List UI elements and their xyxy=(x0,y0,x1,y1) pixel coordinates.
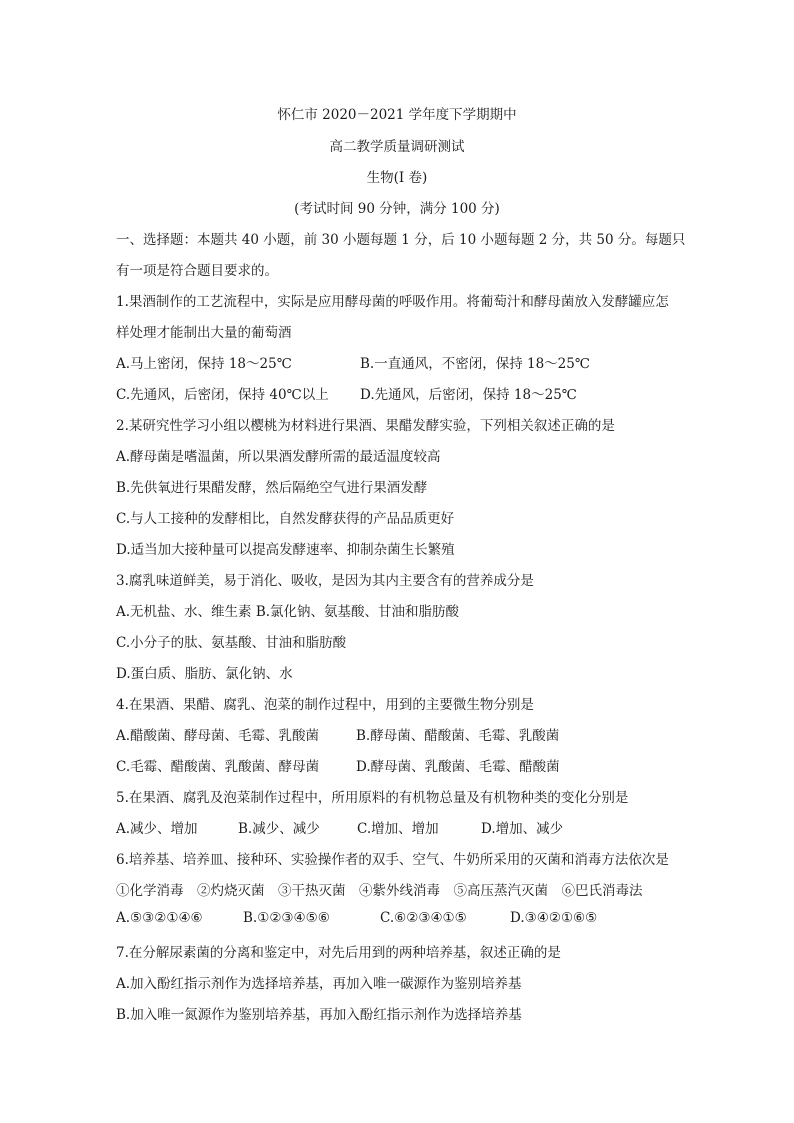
option-a: A.⑤③②①④⑥ xyxy=(116,910,203,926)
option-c: C.毛霉、醋酸菌、乳酸菌、酵母菌 xyxy=(116,759,320,775)
option-a: A.醋酸菌、酵母菌、毛霉、乳酸菌 xyxy=(116,728,320,744)
option-b: B.①②③④⑤⑥ xyxy=(243,910,330,926)
question-stem: 1.果酒制作的工艺流程中，实际是应用酵母菌的呼吸作用。将葡萄汁和酵母菌放入发酵罐应怎 xyxy=(116,294,669,310)
option-d: D.蛋白质、脂肪、氯化钠、水 xyxy=(116,666,293,682)
option-d: D.适当加大接种量可以提高发酵速率、抑制杂菌生长繁殖 xyxy=(116,542,455,558)
option-b: B.减少、减少 xyxy=(238,821,320,837)
question-stem: 5.在果酒、腐乳及泡菜制作过程中，所用原料的有机物总量及有机物种类的变化分别是 xyxy=(116,790,629,806)
option-d: D.③④②①⑥⑤ xyxy=(510,910,598,926)
method-list: ①化学消毒 ②灼烧灭菌 ③干热灭菌 ④紫外线消毒 ⑤高压蒸汽灭菌 ⑥巴氏消毒法 xyxy=(116,883,643,899)
option-ab: A.无机盐、水、维生素 B.氯化钠、氨基酸、甘油和脂肪酸 xyxy=(116,604,460,620)
question-stem: 7.在分解尿素菌的分离和鉴定中，对先后用到的两种培养基，叙述正确的是 xyxy=(116,945,561,961)
option-a: A.减少、增加 xyxy=(116,821,198,837)
exam-subtitle: 高二教学质量调研测试 xyxy=(329,139,465,155)
question-stem: 6.培养基、培养皿、接种环、实验操作者的双手、空气、牛奶所采用的灭菌和消毒方法依次是 xyxy=(116,852,669,868)
option-b: B.先供氧进行果醋发酵，然后隔绝空气进行果酒发酵 xyxy=(116,480,428,496)
option-d: D.酵母菌、乳酸菌、毛霉、醋酸菌 xyxy=(356,759,560,775)
option-c: C.增加、增加 xyxy=(357,821,439,837)
exam-subject: 生物(I 卷) xyxy=(366,170,428,186)
option-d: D.增加、减少 xyxy=(481,821,564,837)
exam-title: 怀仁市 2020－2021 学年度下学期期中 xyxy=(277,107,517,123)
option-b: B.酵母菌、醋酸菌、毛霉、乳酸菌 xyxy=(356,728,560,744)
option-c: C.与人工接种的发酵相比，自然发酵获得的产品品质更好 xyxy=(116,511,455,527)
option-b: B.一直通风，不密闭，保持 18～25℃ xyxy=(360,356,590,372)
option-a: A.马上密闭，保持 18～25℃ xyxy=(116,356,292,372)
exam-note: (考试时间 90 分钟，满分 100 分) xyxy=(294,201,500,217)
option-c: C.小分子的肽、氨基酸、甘油和脂肪酸 xyxy=(116,635,347,651)
option-c: C.先通风，后密闭，保持 40℃以上 xyxy=(116,387,329,403)
option-a: A.酵母菌是嗜温菌，所以果酒发酵所需的最适温度较高 xyxy=(116,449,441,465)
option-a: A.加入酚红指示剂作为选择培养基，再加入唯一碳源作为鉴别培养基 xyxy=(116,976,522,992)
option-b: B.加入唯一氮源作为鉴别培养基，再加入酚红指示剂作为选择培养基 xyxy=(116,1007,522,1023)
option-d: D.先通风，后密闭，保持 18～25℃ xyxy=(360,387,577,403)
section-line-1: 一、选择题：本题共 40 小题，前 30 小题每题 1 分，后 10 小题每题 2 分，共 50 分。每题只 xyxy=(116,232,686,248)
question-stem: 2.某研究性学习小组以樱桃为材料进行果酒、果醋发酵实验，下列相关叙述正确的是 xyxy=(116,418,615,434)
option-c: C.⑥②③④①⑤ xyxy=(380,910,467,926)
question-stem: 3.腐乳味道鲜美，易于消化、吸收，是因为其内主要含有的营养成分是 xyxy=(116,573,534,589)
question-stem: 4.在果酒、果醋、腐乳、泡菜的制作过程中，用到的主要微生物分别是 xyxy=(116,697,534,713)
section-line-2: 有一项是符合题目要求的。 xyxy=(116,263,278,279)
question-stem: 样处理才能制出大量的葡萄酒 xyxy=(116,325,292,341)
